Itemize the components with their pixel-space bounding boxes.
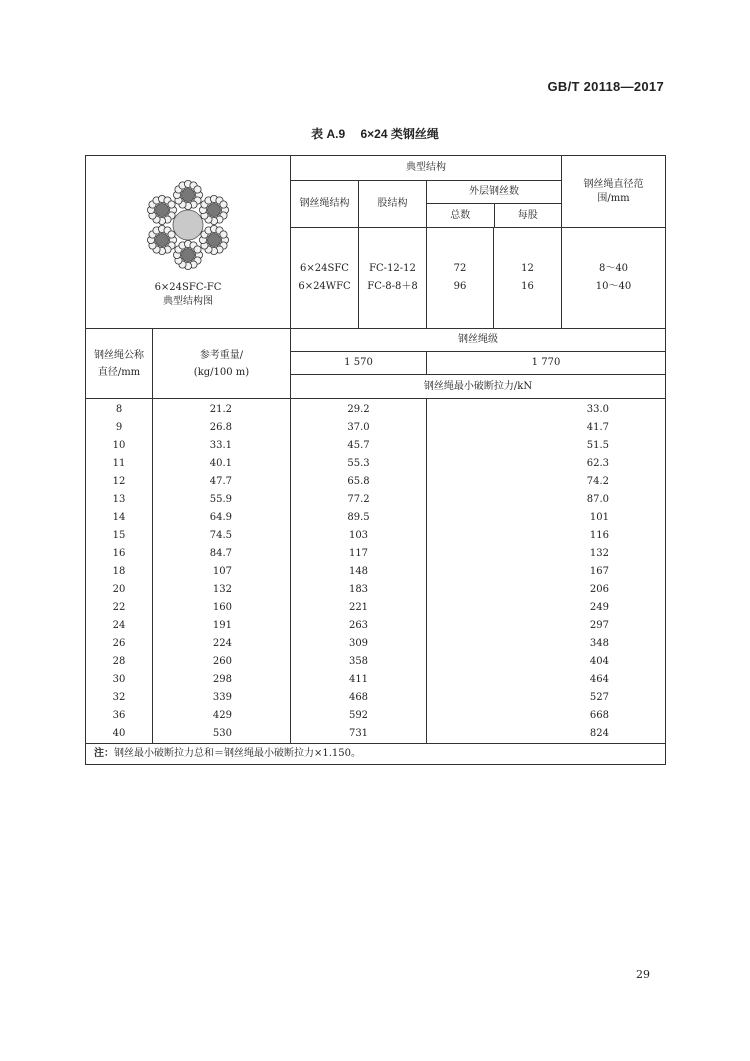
table-row [86,599,666,617]
page-number: 29 [636,968,650,981]
table-row [86,617,666,635]
break-force-1570-cell: 592 [291,707,427,725]
strand-value: FC-8-8＋8 [367,281,418,292]
break-force-1570-cell: 45.7 [291,437,427,455]
break-force-1770-cell: 464 [427,671,666,689]
ref-weight-cell: 132 [153,581,291,599]
outer-wire [220,201,227,208]
break-force-1770-cell: 668 [427,707,666,725]
nominal-diameter-header: 钢丝绳公称直径/mm [86,329,153,399]
ref-weight-cell: 33.1 [153,437,291,455]
break-force-1570-cell: 309 [291,635,427,653]
per-strand-value: 16 [521,281,534,292]
diameter-range-header: 钢丝绳直径范围/mm [562,156,666,228]
table-row [86,725,666,744]
range-value: 8～40 [598,263,629,274]
nominal-diameter-cell: 40 [86,725,153,744]
table-row [86,545,666,563]
table-row [86,509,666,527]
per-strand-values [494,228,562,329]
break-force-1770-cell: 527 [427,689,666,707]
table-row [86,671,666,689]
break-force-1770-cell: 297 [427,617,666,635]
ref-weight-cell: 26.8 [153,419,291,437]
break-force-1570-cell: 731 [291,725,427,744]
diagram-caption: 6×24SFC-FC [154,282,222,293]
min-break-header: 钢丝绳最小破断拉力/kN [291,375,666,399]
break-force-1570-cell: 183 [291,581,427,599]
break-force-1770-cell: 62.3 [427,455,666,473]
table-row [86,689,666,707]
break-force-1570-cell: 117 [291,545,427,563]
outer-wire [220,231,227,238]
ref-weight-cell: 298 [153,671,291,689]
strand-structure-values [359,228,427,329]
outer-wire [194,186,201,193]
break-force-1570-cell: 411 [291,671,427,689]
break-force-1570-cell: 358 [291,653,427,671]
grade-1570-header: 1 570 [291,352,427,375]
ref-weight-cell: 260 [153,653,291,671]
wire-rope-table [85,155,666,765]
ref-weight-cell: 160 [153,599,291,617]
nominal-diameter-cell: 32 [86,689,153,707]
break-force-1770-cell: 101 [427,509,666,527]
table-row [86,527,666,545]
break-force-1570-cell: 221 [291,599,427,617]
break-force-1570-cell: 77.2 [291,491,427,509]
break-force-1570-cell: 29.2 [291,399,427,420]
break-force-1770-cell: 74.2 [427,473,666,491]
break-force-1570-cell: 103 [291,527,427,545]
table-row [86,419,666,437]
break-force-1770-cell: 41.7 [427,419,666,437]
ref-weight-cell: 107 [153,563,291,581]
per-strand-value: 12 [521,263,534,274]
ref-weight-cell: 191 [153,617,291,635]
nominal-diameter-cell: 18 [86,563,153,581]
diameter-range-values [562,228,666,329]
break-force-1770-cell: 51.5 [427,437,666,455]
table-row [86,491,666,509]
nominal-diameter-cell: 16 [86,545,153,563]
ref-weight-cell: 47.7 [153,473,291,491]
ref-weight-cell: 21.2 [153,399,291,420]
nominal-diameter-cell: 15 [86,527,153,545]
ref-weight-cell: 40.1 [153,455,291,473]
table-caption [0,125,750,142]
break-force-1570-cell: 37.0 [291,419,427,437]
break-force-1570-cell: 468 [291,689,427,707]
nominal-diameter-cell: 28 [86,653,153,671]
strand-value: FC-12-12 [369,263,416,274]
nominal-diameter-cell: 30 [86,671,153,689]
break-force-1570-cell: 263 [291,617,427,635]
break-force-1770-cell: 348 [427,635,666,653]
total-value: 96 [453,281,467,292]
break-force-1770-cell: 206 [427,581,666,599]
diagram-caption-2: 典型结构图 [163,296,213,307]
ref-weight-cell: 339 [153,689,291,707]
ref-weight-label: 参考重量/ [199,349,244,361]
table-row [86,581,666,599]
table-number: 表 A.9 [311,127,346,141]
ref-weight-cell: 429 [153,707,291,725]
outer-wire [194,246,201,253]
table-row [86,473,666,491]
strand-core [156,234,169,247]
range-value: 10～40 [595,281,632,292]
rope-value: 6×24SFC [300,263,349,274]
outer-wire-header-cell [427,181,562,228]
ref-weight-header [153,329,291,399]
nominal-diameter-cell: 11 [86,455,153,473]
table-row [86,563,666,581]
table-row [86,399,666,420]
break-force-1770-cell: 116 [427,527,666,545]
typical-structure-header: 典型结构 [291,156,562,181]
table-row [86,707,666,725]
outer-wire [168,201,175,208]
break-force-1570-cell: 148 [291,563,427,581]
strand-core [182,249,195,262]
nominal-diameter-cell: 36 [86,707,153,725]
nominal-diameter-cell: 12 [86,473,153,491]
ref-weight-cell: 224 [153,635,291,653]
table-row [86,455,666,473]
structure-diagram-cell [86,156,291,329]
break-force-1770-cell: 87.0 [427,491,666,509]
rope-value: 6×24WFC [298,281,351,292]
outer-wire [168,231,175,238]
total-header: 总数 [427,204,495,227]
rope-structure-values [291,228,359,329]
fiber-core [173,210,203,240]
strand-core [207,204,220,217]
break-force-1570-cell: 55.3 [291,455,427,473]
nominal-diameter-cell: 14 [86,509,153,527]
strand-core [156,204,169,217]
table-row [86,437,666,455]
nominal-diameter-cell: 26 [86,635,153,653]
nominal-diameter-cell: 22 [86,599,153,617]
rope-cross-section-diagram [138,175,238,275]
table-title: 6×24 类钢丝绳 [360,127,439,141]
nominal-diameter-cell: 13 [86,491,153,509]
ref-weight-cell: 84.7 [153,545,291,563]
grade-1770-header: 1 770 [427,352,666,375]
break-force-1570-cell: 89.5 [291,509,427,527]
nominal-diameter-cell: 20 [86,581,153,599]
ref-weight-cell: 55.9 [153,491,291,509]
total-value: 72 [453,263,467,274]
break-force-1770-cell: 132 [427,545,666,563]
table-row [86,653,666,671]
table-note [86,744,666,765]
note-text: 钢丝最小破断拉力总和＝钢丝绳最小破断拉力×1.150。 [114,748,362,759]
nominal-diameter-cell: 8 [86,399,153,420]
ref-weight-cell: 64.9 [153,509,291,527]
table-row [86,635,666,653]
nominal-diameter-cell: 10 [86,437,153,455]
ref-weight-cell: 530 [153,725,291,744]
break-force-1770-cell: 167 [427,563,666,581]
break-force-1770-cell: 33.0 [427,399,666,420]
grade-header: 钢丝绳级 [291,329,666,352]
nominal-diameter-cell: 24 [86,617,153,635]
break-force-1570-cell: 65.8 [291,473,427,491]
nominal-diameter-cell: 9 [86,419,153,437]
ref-weight-cell: 74.5 [153,527,291,545]
strand-core [182,189,195,202]
ref-weight-unit: (kg/100 m) [193,366,250,378]
per-strand-header: 每股 [517,210,538,221]
break-force-1770-cell: 824 [427,725,666,744]
break-force-1770-cell: 404 [427,653,666,671]
data-rows [86,399,666,744]
standard-code: GB/T 20118—2017 [547,79,664,94]
rope-structure-header: 钢丝绳结构 [291,181,359,228]
total-values [427,228,494,329]
outer-wire-count-header: 外层钢丝数 [427,181,561,204]
strand-core [207,234,220,247]
strand-structure-header: 股结构 [359,181,427,228]
break-force-1770-cell: 249 [427,599,666,617]
note-label: 注： [94,748,114,759]
